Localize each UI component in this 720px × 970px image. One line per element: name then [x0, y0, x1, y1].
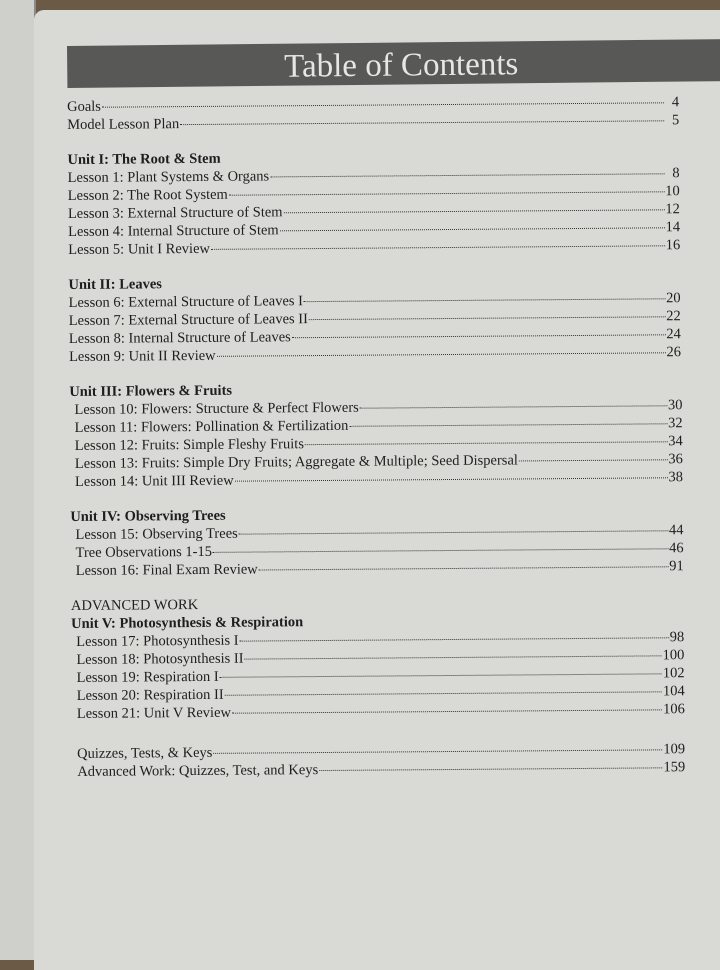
- entry-title: Lesson 5: Unit I Review: [68, 240, 211, 258]
- page-number: 4: [671, 94, 680, 111]
- toc-section: [70, 503, 683, 580]
- toc-entry: [77, 700, 685, 723]
- page-title: Table of Contents: [283, 46, 519, 85]
- entry-title: Lesson 13: Fruits: Simple Dry Fruits; Aggregate & Multiple; Seed Dispersal: [74, 452, 518, 472]
- entry-title: Lesson 19: Respiration I: [76, 668, 219, 686]
- dot-leader: [213, 749, 662, 754]
- toc-entry: [69, 343, 681, 366]
- entry-title: Lesson 2: The Root System: [67, 186, 228, 204]
- dot-leader: [305, 441, 667, 445]
- page-number: 26: [666, 344, 682, 361]
- table-of-contents: [67, 93, 684, 798]
- entry-title: Lesson 17: Photosynthesis I: [76, 632, 239, 650]
- page-number: 20: [666, 290, 681, 307]
- toc-entry: [77, 758, 685, 781]
- entry-title: Lesson 3: External Structure of Stem: [67, 204, 283, 222]
- page-number: 10: [665, 183, 680, 200]
- dot-leader: [280, 227, 665, 231]
- entry-title: Lesson 12: Fruits: Simple Fleshy Fruits: [74, 436, 305, 454]
- dot-leader: [284, 209, 665, 213]
- entry-title: Lesson 11: Flowers: Pollination & Fertilization: [74, 417, 349, 436]
- page-number: 14: [665, 219, 681, 236]
- title-banner: [67, 39, 720, 88]
- dot-leader: [240, 637, 669, 641]
- entry-title: Lesson 10: Flowers: Structure & Perfect Flowers: [74, 399, 359, 418]
- entry-title: Lesson 20: Respiration II: [76, 686, 224, 704]
- page-number: 102: [662, 665, 685, 682]
- page-number: 34: [668, 433, 683, 450]
- page-number: 8: [672, 165, 680, 182]
- section-heading: Unit V: Photosynthesis & Respiration: [71, 614, 304, 632]
- toc-entry: [68, 236, 680, 259]
- entry-title: Model Lesson Plan: [67, 116, 180, 133]
- toc-section: [67, 93, 679, 134]
- page-number: 106: [663, 701, 685, 718]
- entry-title: Lesson 18: Photosynthesis II: [76, 650, 244, 668]
- dot-leader: [349, 423, 667, 426]
- dot-leader: [270, 173, 664, 177]
- dot-leader: [229, 191, 664, 195]
- toc-section: [69, 378, 682, 491]
- page-number: 46: [668, 540, 684, 557]
- entry-title: Advanced Work: Quizzes, Test, and Keys: [77, 762, 319, 780]
- dot-leader: [213, 548, 668, 553]
- dot-leader: [220, 673, 662, 677]
- entry-title: Lesson 14: Unit III Review: [74, 472, 234, 490]
- dot-leader: [245, 655, 662, 659]
- facing-page-edge: [0, 0, 36, 960]
- section-heading: ADVANCED WORK: [70, 596, 199, 614]
- section-heading: Unit IV: Observing Trees: [70, 507, 226, 525]
- section-heading: Unit III: Flowers & Fruits: [69, 382, 233, 400]
- toc-section: [71, 592, 684, 723]
- entry-title: Quizzes, Tests, & Keys: [77, 744, 213, 762]
- dot-leader: [519, 459, 667, 461]
- page-number: 36: [668, 451, 683, 468]
- dot-leader: [180, 120, 664, 125]
- page-number: 5: [671, 112, 680, 129]
- page-number: 22: [666, 308, 681, 325]
- page-number: 38: [668, 469, 684, 486]
- dot-leader: [360, 405, 667, 408]
- entry-title: Lesson 6: External Structure of Leaves I: [68, 293, 304, 311]
- entry-title: Goals: [67, 98, 101, 115]
- dot-leader: [292, 334, 666, 338]
- page-number: 159: [663, 759, 686, 776]
- document-page: [34, 10, 720, 970]
- dot-leader: [211, 245, 665, 250]
- entry-title: Tree Observations 1-15: [75, 543, 213, 561]
- toc-entry: [75, 468, 683, 491]
- page-number: 109: [663, 741, 686, 758]
- page-number: 44: [668, 522, 684, 539]
- toc-section: [72, 740, 684, 781]
- page-number: 100: [662, 647, 685, 664]
- dot-leader: [235, 477, 668, 481]
- section-heading: Unit I: The Root & Stem: [67, 150, 221, 168]
- dot-leader: [232, 709, 662, 713]
- toc-entry: [67, 111, 679, 134]
- toc-section: [68, 271, 681, 366]
- page-number: 30: [667, 397, 683, 414]
- dot-leader: [259, 566, 668, 570]
- page-number: 12: [665, 201, 680, 218]
- entry-title: Lesson 7: External Structure of Leaves II: [68, 311, 308, 329]
- page-number: 24: [666, 326, 681, 343]
- entry-title: Lesson 15: Observing Trees: [75, 525, 238, 543]
- dot-leader: [304, 298, 665, 302]
- page-number: 104: [662, 683, 685, 700]
- page-number: 98: [669, 629, 685, 646]
- section-heading: Unit II: Leaves: [68, 276, 162, 293]
- page-number: 91: [669, 558, 684, 575]
- dot-leader: [225, 691, 662, 695]
- dot-leader: [309, 316, 665, 320]
- dot-leader: [217, 352, 666, 357]
- entry-title: Lesson 9: Unit II Review: [68, 347, 216, 365]
- entry-title: Lesson 4: Internal Structure of Stem: [67, 222, 279, 240]
- entry-title: Lesson 1: Plant Systems & Organs: [67, 168, 270, 186]
- entry-title: Lesson 8: Internal Structure of Leaves: [68, 329, 291, 347]
- dot-leader: [102, 102, 664, 107]
- dot-leader: [239, 530, 668, 534]
- entry-title: Lesson 16: Final Exam Review: [75, 561, 258, 579]
- page-number: 32: [668, 415, 683, 432]
- dot-leader: [319, 767, 662, 771]
- toc-entry: [76, 557, 684, 580]
- page-number: 16: [665, 237, 681, 254]
- entry-title: Lesson 21: Unit V Review: [76, 704, 232, 722]
- toc-section: [67, 146, 680, 259]
